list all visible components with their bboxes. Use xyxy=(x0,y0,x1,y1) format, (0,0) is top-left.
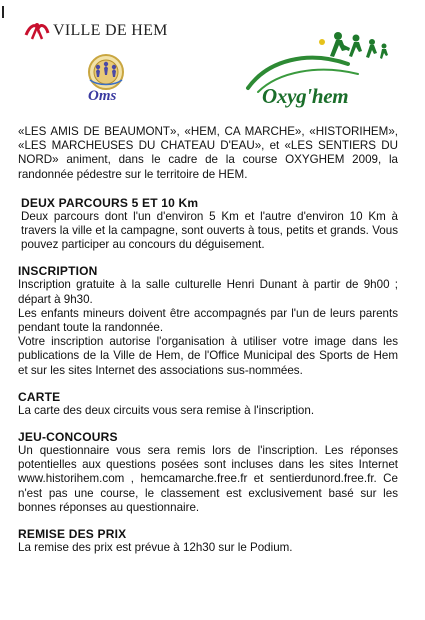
oms-logo-text: Oms xyxy=(88,88,117,104)
ville-de-hem-text: VILLE DE HEM xyxy=(53,22,168,39)
section-text-jeu-concours: Un questionnaire vous sera remis lors de l'inscription. Les réponses potentielles aux questions posées sont incluses dans les sites Internet www.historihem.com , hemcamarche.free.fr et sentierdunord.free.fr. Ce n'est pas une course, le classement est exclusivement basé sur les bonnes réponses au questionnaire. xyxy=(18,444,398,514)
section-text-parcours: Deux parcours dont l'un d'environ 5 Km et l'autre d'environ 10 Km à travers la ville et la campagne, sont ouverts à tous, petits et grands. Vous pouvez participer au concours du déguisement. xyxy=(21,209,398,252)
section-text-inscription-2: Les enfants mineurs doivent être accompagnés par l'un de leurs parents pendant toute la randonnée. xyxy=(18,306,398,335)
edge-mark xyxy=(2,6,4,18)
section-text-remise-prix: La remise des prix est prévue à 12h30 sur le Podium. xyxy=(18,541,293,555)
document-body xyxy=(18,125,398,555)
section-text-inscription-3: Votre inscription autorise l'organisation à utiliser votre image dans les publications de la Ville de Hem, de l'Office Municipal des Sports de Hem et sur les sites Internet des associations sus-nommées. xyxy=(18,335,398,377)
section-text-carte: La carte des deux circuits vous sera remise à l'inscription. xyxy=(18,403,315,417)
section-heading-inscription: INSCRIPTION xyxy=(18,264,98,279)
section-heading-parcours: DEUX PARCOURS 5 ET 10 Km xyxy=(21,195,199,210)
section-text-inscription-1: Inscription gratuite à la salle culturelle Henri Dunant à partir de 9h00 ; départ à 9h30. xyxy=(18,278,398,306)
section-heading-carte: CARTE xyxy=(18,389,61,404)
oxyghem-logo-text: Oxyg'hem xyxy=(262,84,349,108)
ville-de-hem-logo xyxy=(24,20,168,42)
intro-paragraph: «LES AMIS DE BEAUMONT», «HEM, CA MARCHE», «HISTORIHEM», «LES MARCHEUSES DU CHATEAU D'EAU», et «LES SENTIERS DU NORD» animent, dans le cadre de la course OXYGHEM 2009, la randonnée pédestre sur le territoire de HEM. xyxy=(18,125,398,181)
section-heading-remise-prix: REMISE DES PRIX xyxy=(18,527,127,542)
section-heading-jeu-concours: JEU-CONCOURS xyxy=(18,430,118,445)
ville-emblem-icon xyxy=(24,21,50,41)
